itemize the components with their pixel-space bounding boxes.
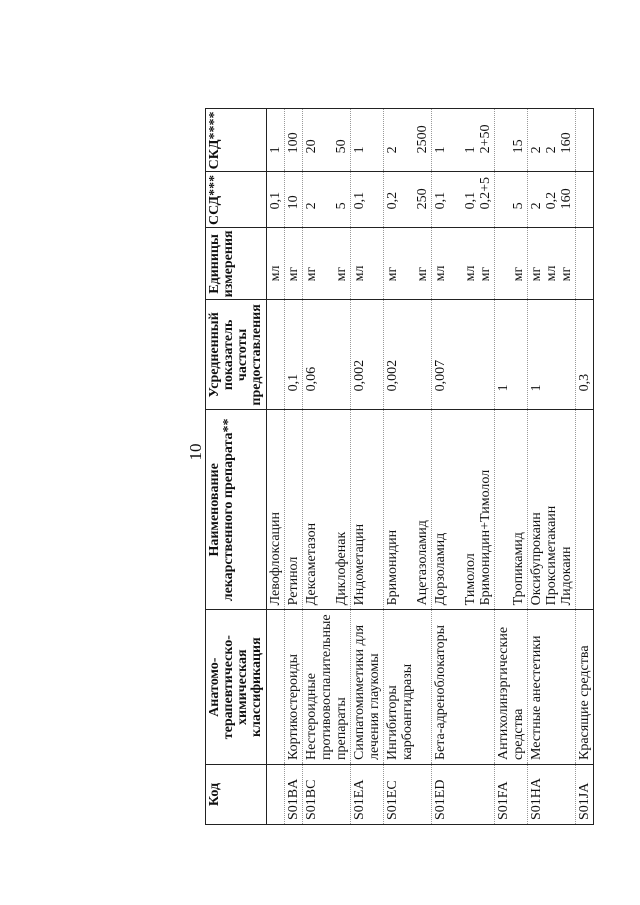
- code-cell: S01EC: [384, 765, 432, 825]
- unit-value-cell: [576, 228, 594, 300]
- atc-cell: Местные анестетики: [528, 610, 576, 765]
- skd-value: [496, 114, 511, 154]
- unit-value: мг: [286, 266, 301, 282]
- skd-value: 2: [544, 146, 559, 154]
- drug-name-cell: [351, 410, 384, 610]
- ssd-value-cell: [351, 172, 384, 228]
- frequency-value-cell: [495, 300, 528, 410]
- unit-value: [319, 232, 334, 281]
- ssd-value: 160: [559, 188, 574, 210]
- ssd-value: 5: [334, 202, 349, 210]
- frequency-value-cell: [303, 300, 351, 410]
- unit-value: мг: [334, 266, 349, 282]
- drug-name-cell: [432, 410, 495, 610]
- ssd-value: 10: [286, 195, 301, 210]
- frequency-value-cell: [384, 300, 432, 410]
- code-cell: S01EA: [351, 765, 384, 825]
- unit-value: [496, 232, 511, 281]
- ssd-value: 250: [415, 188, 430, 210]
- code-cell: S01BC: [303, 765, 351, 825]
- header-ssd: ССД***: [206, 172, 267, 228]
- skd-value-cell: [432, 109, 495, 172]
- skd-value: 50: [334, 139, 349, 154]
- code-cell: S01BA: [285, 765, 303, 825]
- unit-value-cell: [528, 228, 576, 300]
- frequency-value: 1: [496, 384, 511, 392]
- drug-name-cell: [528, 410, 576, 610]
- ssd-value: [400, 176, 415, 209]
- table-row: [528, 109, 576, 825]
- unit-value-cell: [267, 228, 285, 300]
- atc-cell: Ингибиторы карбоангидразы: [384, 610, 432, 765]
- frequency-value-cell: [528, 300, 576, 410]
- header-frequency: Усредненный показатель частоты предоставления: [206, 300, 267, 410]
- frequency-value-cell: [432, 300, 495, 410]
- header-drug: Наименование лекарственного препарата**: [206, 410, 267, 610]
- atc-cell: Кортикостероиды: [285, 610, 303, 765]
- ssd-value: 0,1: [268, 191, 283, 210]
- drug-name-cell: [267, 410, 285, 610]
- ssd-value: 0,2: [385, 191, 400, 210]
- frequency-value: 0,3: [577, 373, 592, 392]
- unit-value: [400, 232, 415, 281]
- unit-value: мл: [433, 265, 448, 282]
- ssd-value: 0,1: [433, 191, 448, 210]
- frequency-value: 1: [529, 384, 544, 392]
- frequency-value: [334, 304, 349, 391]
- table-body: [267, 109, 594, 825]
- frequency-value: 0,007: [433, 359, 448, 392]
- code-cell: S01JA: [576, 765, 594, 825]
- ssd-value-cell: [495, 172, 528, 228]
- ssd-value-cell: [384, 172, 432, 228]
- frequency-value: [511, 304, 526, 391]
- ssd-value-cell: [303, 172, 351, 228]
- frequency-value: 0,1: [286, 373, 301, 392]
- atc-cell: Красящие средства: [576, 610, 594, 765]
- drug-name: Индометацин: [352, 523, 367, 606]
- header-skd: СКД****: [206, 109, 267, 172]
- ssd-value: 5: [511, 202, 526, 210]
- atc-cell: Антихолинэргические средства: [495, 610, 528, 765]
- ssd-value-cell: [432, 172, 495, 228]
- table-header-row: [206, 109, 267, 825]
- skd-value: 2500: [415, 125, 430, 154]
- unit-value: [577, 232, 592, 281]
- header-atc: Анатомо-терапевтическо-химическая классификация: [206, 610, 267, 765]
- skd-value: 160: [559, 132, 574, 154]
- skd-value-cell: [351, 109, 384, 172]
- drug-name: Левофлоксацин: [268, 511, 283, 606]
- ssd-value: [448, 176, 463, 209]
- skd-value: 100: [286, 132, 301, 154]
- unit-value: мг: [385, 266, 400, 282]
- frequency-value: [478, 304, 493, 391]
- skd-value-cell: [528, 109, 576, 172]
- unit-value-cell: [351, 228, 384, 300]
- ssd-value: 0,1: [352, 191, 367, 210]
- ssd-value: 2: [304, 202, 319, 210]
- unit-value: мг: [304, 266, 319, 282]
- ssd-value: 2: [529, 202, 544, 210]
- ssd-value: 0,1: [463, 191, 478, 210]
- drug-name: Тимолол: [463, 553, 478, 606]
- unit-value: мл: [352, 265, 367, 282]
- unit-value: мл: [268, 265, 283, 282]
- unit-value-cell: [495, 228, 528, 300]
- drug-name: Ацетазоламид: [415, 520, 430, 606]
- skd-value-cell: [267, 109, 285, 172]
- unit-value: мг: [559, 266, 574, 282]
- ssd-value: 0,2: [544, 191, 559, 210]
- unit-value-cell: [285, 228, 303, 300]
- frequency-value-cell: [351, 300, 384, 410]
- skd-value: 1: [268, 146, 283, 154]
- drug-name: Тропикамид: [511, 532, 526, 606]
- skd-value-cell: [303, 109, 351, 172]
- ssd-value: [496, 176, 511, 209]
- drug-name-cell: [495, 410, 528, 610]
- frequency-value: [400, 304, 415, 391]
- drug-name: Проксиметакаин: [544, 505, 559, 606]
- skd-value-cell: [285, 109, 303, 172]
- drug-name: Оксибупрокаин: [529, 512, 544, 606]
- frequency-value: [448, 304, 463, 391]
- drug-name: Дексаметазон: [304, 522, 319, 606]
- header-units: Единицы измерения: [206, 228, 267, 300]
- table-row: [303, 109, 351, 825]
- atc-cell: [267, 610, 285, 765]
- drug-name: [577, 414, 592, 605]
- drug-name-cell: [384, 410, 432, 610]
- frequency-value-cell: [285, 300, 303, 410]
- frequency-value: [544, 304, 559, 391]
- skd-value: [400, 114, 415, 154]
- ssd-value-cell: [528, 172, 576, 228]
- table-row: [384, 109, 432, 825]
- unit-value-cell: [384, 228, 432, 300]
- table-row: [285, 109, 303, 825]
- skd-value: 20: [304, 139, 319, 154]
- code-cell: S01ED: [432, 765, 495, 825]
- drug-name: [319, 414, 334, 605]
- drug-name: Бримонидин+Тимолол: [478, 469, 493, 606]
- frequency-value: [463, 304, 478, 391]
- drug-table: [205, 109, 594, 826]
- skd-value: 1: [463, 146, 478, 154]
- skd-value: 15: [511, 139, 526, 154]
- ssd-value-cell: [267, 172, 285, 228]
- frequency-value-cell: [576, 300, 594, 410]
- ssd-value-cell: [576, 172, 594, 228]
- ssd-value: [577, 176, 592, 209]
- table-row: [432, 109, 495, 825]
- drug-name: Диклофенак: [334, 531, 349, 606]
- drug-name: Дорзоламид: [433, 532, 448, 606]
- page-number: 10: [186, 443, 205, 461]
- frequency-value: 0,002: [385, 359, 400, 392]
- frequency-value: [415, 304, 430, 391]
- skd-value: 2+50: [478, 124, 493, 154]
- atc-cell: Симпатомиметики для лечения глаукомы: [351, 610, 384, 765]
- drug-name: [400, 414, 415, 605]
- frequency-value: [319, 304, 334, 391]
- frequency-value-cell: [267, 300, 285, 410]
- skd-value: 2: [529, 146, 544, 154]
- atc-cell: Нестероидные противовоспалительные препараты: [303, 610, 351, 765]
- drug-name: [496, 414, 511, 605]
- unit-value: [448, 232, 463, 281]
- skd-value: [577, 114, 592, 154]
- code-cell: S01FA: [495, 765, 528, 825]
- frequency-value: 0,002: [352, 359, 367, 392]
- ssd-value: [319, 176, 334, 209]
- ssd-value: 0,2+5: [478, 177, 493, 210]
- skd-value-cell: [384, 109, 432, 172]
- frequency-value: [559, 304, 574, 391]
- skd-value: [319, 114, 334, 154]
- skd-value-cell: [576, 109, 594, 172]
- skd-value: 2: [385, 146, 400, 154]
- drug-name-cell: [576, 410, 594, 610]
- table-row: [351, 109, 384, 825]
- skd-value: 1: [352, 146, 367, 154]
- drug-name: Ретинол: [286, 556, 301, 606]
- code-cell: S01HA: [528, 765, 576, 825]
- skd-value: 1: [433, 146, 448, 154]
- header-code: Код: [206, 765, 267, 825]
- unit-value-cell: [432, 228, 495, 300]
- frequency-value: [268, 304, 283, 391]
- unit-value: мл: [463, 265, 478, 282]
- unit-value: мг: [529, 266, 544, 282]
- skd-value: [448, 114, 463, 154]
- drug-name-cell: [303, 410, 351, 610]
- unit-value: мг: [478, 266, 493, 282]
- unit-value: мг: [415, 266, 430, 282]
- unit-value: мл: [544, 265, 559, 282]
- drug-name: Лидокаин: [559, 546, 574, 606]
- code-cell: [267, 765, 285, 825]
- drug-name: Бримонидин: [385, 529, 400, 606]
- unit-value: мг: [511, 266, 526, 282]
- skd-value-cell: [495, 109, 528, 172]
- unit-value-cell: [303, 228, 351, 300]
- frequency-value: 0,06: [304, 366, 319, 392]
- drug-name: [448, 414, 463, 605]
- table-row: [495, 109, 528, 825]
- ssd-value-cell: [285, 172, 303, 228]
- atc-cell: Бета-адреноблокаторы: [432, 610, 495, 765]
- table-row: [267, 109, 285, 825]
- table-row: [576, 109, 594, 825]
- drug-name-cell: [285, 410, 303, 610]
